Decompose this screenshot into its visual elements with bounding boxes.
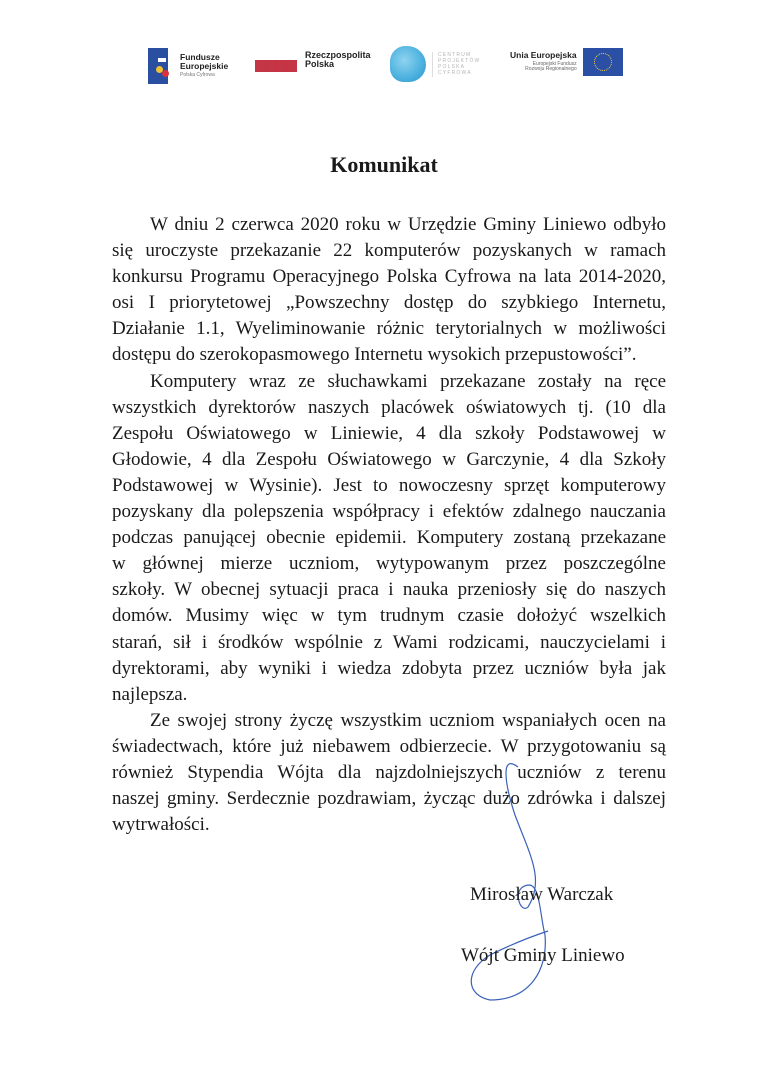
signatory-name: Mirosław Warczak [470, 884, 614, 905]
text-line: dostępu do szerokopasmowego Internetu wysokich przepustowości”. [112, 344, 637, 366]
text-line: naszej gminy. Serdecznie pozdrawiam, życząc dużo zdrówka i dalszej [112, 788, 666, 810]
rp-line1: Rzeczpospolita [305, 49, 371, 60]
text-line: Podstawowej w Wysinie). Jest to nowoczesny sprzęt komputerowy [112, 474, 666, 496]
text-line: konkursu Programu Operacyjnego Polska Cyfrowa na lata 2014-2020, [112, 266, 666, 288]
fundusze-line2: Europejskie [180, 61, 229, 72]
text-line: starań, sił i środków wspólnie z Wami rodzicami, nauczycielami i [112, 631, 666, 653]
cppc-map-icon [390, 46, 426, 82]
ue-line1: Unia Europejska [510, 50, 577, 61]
fundusze-line1: Fundusze [180, 52, 220, 63]
cppc-line4: CYFROWA [438, 70, 472, 77]
ue-sub1: Europejski Fundusz [532, 61, 577, 68]
text-line: najlepsza. [112, 683, 188, 705]
text-line: szkoły. W obecnej sytuacji praca i nauka przeniosły się do naszych [112, 579, 666, 601]
text-line: Komputery wraz ze słuchawkami przekazane zostały na ręce [150, 370, 666, 392]
document-title: Komunikat [330, 152, 438, 177]
cppc-line1: CENTRUM [438, 51, 472, 58]
text-line: w głównej mierze uczniom, wytypowanym przez poszczególne [112, 553, 666, 575]
signatory-title: Wójt Gminy Liniewo [461, 945, 625, 966]
text-line: wszystkich dyrektorów naszych placówek oświatowych tj. (10 dla [112, 396, 666, 418]
text-line: W dniu 2 czerwca 2020 roku w Urzędzie Gminy Liniewo odbyło [150, 214, 666, 235]
logo-cppc [390, 46, 480, 82]
eu-flag-icon [583, 48, 623, 76]
logo-rzeczpospolita [255, 48, 371, 72]
text-line: Ze swojej strony życzę wszystkim uczniom wspaniałych ocen na [150, 709, 666, 731]
logo-unia-europejska [510, 48, 623, 76]
cppc-line2: PROJEKTÓW [438, 57, 481, 64]
text-line: pozyskany dla polepszenia współpracy i efektów zdalnego nauczania [112, 501, 666, 523]
text-line: domów. Musimy więc w tym trudnym czasie dołożyć wszelkich [112, 605, 666, 627]
document-body [112, 212, 666, 838]
text-line: Działanie 1.1, Wyeliminowanie różnic terytorialnych w możliwości [112, 318, 666, 340]
text-line: podczas panującej obecnie epidemii. Komputery zostaną przekazane [112, 527, 666, 549]
text-line: również Stypendia Wójta dla najzdolniejszych uczniów z terenu [112, 761, 666, 783]
logo-fundusze-europejskie [148, 48, 228, 84]
text-line: wytrwałości. [112, 814, 210, 836]
rp-line2: Polska [305, 59, 335, 69]
header-logos [0, 40, 768, 90]
ue-sub2: Rozwoju Regionalnego [525, 66, 577, 73]
text-line: Zespołu Oświatowego w Liniewie, 4 dla szkoły Podstawowej w [112, 422, 666, 444]
text-line: osi I priorytetowej „Powszechny dostęp do szybkiego Internetu, [112, 292, 666, 314]
text-line: świadectwach, które już niebawem odbierzecie. W przygotowaniu są [112, 735, 666, 757]
text-line: się uroczyste przekazanie 22 komputerów pozyskanych w ramach [112, 240, 666, 262]
polish-flag-icon [255, 60, 297, 72]
paragraph [112, 212, 666, 369]
paragraph [112, 369, 666, 708]
text-line: Głodowie, 4 dla Zespołu Oświatowego w Garczynie, 4 dla Szkoły [112, 448, 666, 470]
cppc-line3: POLSKA [438, 64, 466, 70]
text-line: dyrektorami, aby wyniki i wiedza zdobyta przez uczniów była jak [112, 657, 666, 679]
fundusze-sub: Polska Cyfrowa [180, 72, 215, 79]
fundusze-europejskie-icon [148, 48, 176, 84]
